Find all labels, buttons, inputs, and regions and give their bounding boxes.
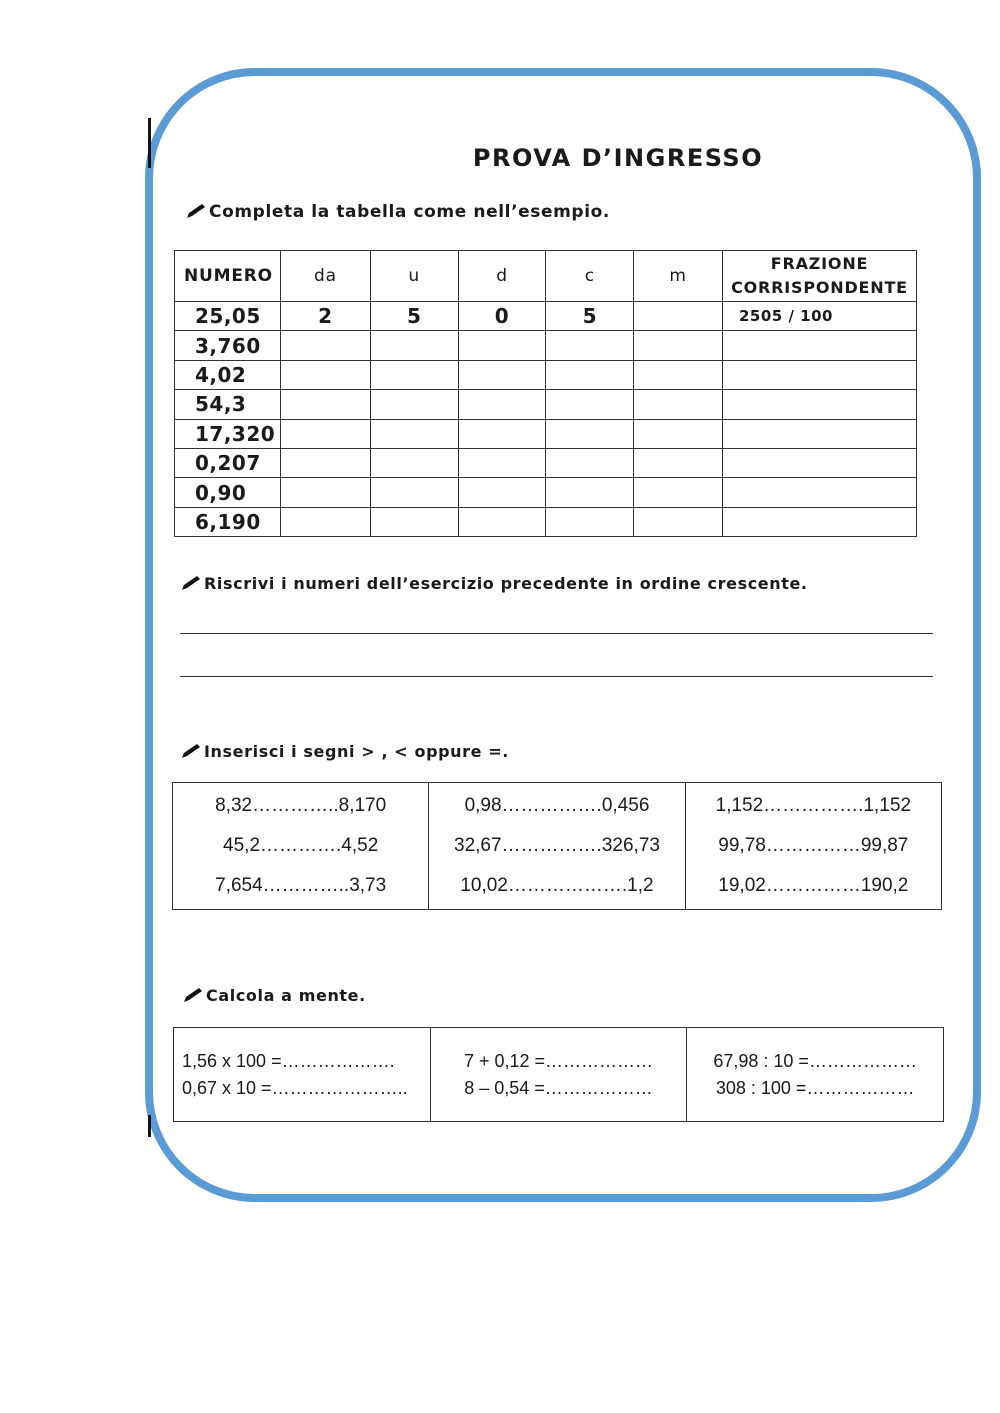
cell-m[interactable] — [634, 478, 723, 507]
cell-u[interactable]: 5 — [370, 302, 458, 331]
cell-numero: 25,05 — [175, 302, 281, 331]
cell-m[interactable] — [634, 302, 723, 331]
table-row — [175, 419, 917, 448]
mental-math-table — [173, 1027, 944, 1122]
cell-frazione[interactable]: 2505 / 100 — [722, 302, 916, 331]
table-row — [175, 360, 917, 389]
cell-u[interactable] — [370, 331, 458, 360]
cell-m[interactable] — [634, 448, 723, 477]
cell-frazione[interactable] — [722, 331, 916, 360]
header-d: d — [458, 251, 546, 302]
cell-u[interactable] — [370, 448, 458, 477]
header-da: da — [280, 251, 370, 302]
header-u: u — [370, 251, 458, 302]
instruction-text: Calcola a mente. — [206, 986, 366, 1005]
cell-da[interactable] — [280, 478, 370, 507]
instruction-rewrite-ascending — [180, 574, 808, 593]
cell-c[interactable] — [546, 419, 634, 448]
comparison-table — [172, 782, 942, 910]
cell-u[interactable] — [370, 478, 458, 507]
cell-m[interactable] — [634, 419, 723, 448]
answer-line[interactable] — [180, 676, 933, 677]
cell-da[interactable]: 2 — [280, 302, 370, 331]
pencil-icon — [180, 575, 202, 591]
math-item[interactable]: 67,98 : 10 =……………… — [713, 1050, 917, 1071]
table-row — [175, 507, 917, 536]
answer-line[interactable] — [180, 633, 933, 634]
cell-d[interactable] — [458, 331, 546, 360]
math-column — [687, 1028, 944, 1122]
cell-numero: 4,02 — [175, 360, 281, 389]
header-frazione-line2: CORRISPONDENTE — [731, 278, 908, 297]
cell-numero: 6,190 — [175, 507, 281, 536]
page-title: PROVA D’INGRESSO — [472, 144, 764, 172]
table-row — [175, 448, 917, 477]
cell-frazione[interactable] — [722, 360, 916, 389]
header-c: c — [546, 251, 634, 302]
cell-u[interactable] — [370, 360, 458, 389]
instruction-text: Inserisci i segni > , < oppure =. — [204, 742, 509, 761]
math-item[interactable]: 1,56 x 100 =………………. — [182, 1050, 395, 1071]
cell-da[interactable] — [280, 507, 370, 536]
cell-frazione[interactable] — [722, 390, 916, 419]
cell-c[interactable] — [546, 478, 634, 507]
cell-u[interactable] — [370, 390, 458, 419]
cell-d[interactable] — [458, 360, 546, 389]
comparison-item[interactable]: 7,654…………..3,73 — [215, 875, 387, 896]
instruction-mental-math — [182, 986, 366, 1005]
cell-d[interactable] — [458, 478, 546, 507]
math-column — [174, 1028, 431, 1122]
comparison-item[interactable]: 8,32…………..8,170 — [215, 795, 387, 816]
cell-d[interactable]: 0 — [458, 302, 546, 331]
cell-da[interactable] — [280, 360, 370, 389]
instruction-insert-signs — [180, 742, 509, 761]
cell-c[interactable]: 5 — [546, 302, 634, 331]
comparison-item[interactable]: 32,67…………….326,73 — [454, 835, 660, 856]
cell-c[interactable] — [546, 448, 634, 477]
table-row — [175, 331, 917, 360]
cell-d[interactable] — [458, 507, 546, 536]
header-m: m — [634, 251, 723, 302]
cell-m[interactable] — [634, 360, 723, 389]
cell-numero: 17,320 — [175, 419, 281, 448]
comparison-item[interactable]: 45,2………….4,52 — [223, 835, 379, 856]
header-numero: NUMERO — [175, 251, 281, 302]
cell-c[interactable] — [546, 360, 634, 389]
table-row — [175, 478, 917, 507]
cell-da[interactable] — [280, 390, 370, 419]
left-margin-mark — [148, 118, 151, 168]
comparison-item[interactable]: 99,78……………99,87 — [718, 835, 909, 856]
math-item[interactable]: 7 + 0,12 =……………… — [463, 1050, 654, 1071]
table-row — [175, 390, 917, 419]
cell-m[interactable] — [634, 331, 723, 360]
cell-m[interactable] — [634, 390, 723, 419]
math-item[interactable]: 0,67 x 10 =………………….. — [182, 1077, 408, 1098]
comparison-item[interactable]: 10,02……………….1,2 — [460, 875, 654, 896]
comparison-item[interactable]: 19,02……………190,2 — [718, 875, 909, 896]
cell-d[interactable] — [458, 448, 546, 477]
math-item[interactable]: 8 – 0,54 =……………… — [464, 1077, 653, 1098]
header-frazione-line1: FRAZIONE — [770, 254, 869, 273]
pencil-icon — [182, 987, 204, 1003]
cell-m[interactable] — [634, 507, 723, 536]
table-row — [175, 302, 917, 331]
cell-frazione[interactable] — [722, 448, 916, 477]
cell-da[interactable] — [280, 448, 370, 477]
instruction-text: Completa la tabella come nell’esempio. — [209, 202, 610, 222]
cell-numero: 0,90 — [175, 478, 281, 507]
instruction-text: Riscrivi i numeri dell’esercizio precedente in ordine crescente. — [204, 574, 808, 593]
math-column — [430, 1028, 687, 1122]
cell-u[interactable] — [370, 419, 458, 448]
cell-c[interactable] — [546, 331, 634, 360]
comparison-item[interactable]: 0,98…………….0,456 — [464, 795, 650, 816]
cell-numero: 3,760 — [175, 331, 281, 360]
cell-frazione[interactable] — [722, 507, 916, 536]
table-header-row — [175, 251, 917, 302]
place-value-table — [174, 250, 917, 537]
cell-numero: 0,207 — [175, 448, 281, 477]
cell-frazione[interactable] — [722, 419, 916, 448]
cell-da[interactable] — [280, 331, 370, 360]
comparison-column — [685, 783, 941, 910]
pencil-icon — [180, 743, 202, 759]
cell-c[interactable] — [546, 390, 634, 419]
instruction-complete-table — [185, 202, 610, 222]
pencil-icon — [185, 203, 207, 219]
comparison-column — [429, 783, 685, 910]
cell-c[interactable] — [546, 507, 634, 536]
cell-frazione[interactable] — [722, 478, 916, 507]
header-frazione — [722, 251, 916, 302]
cell-d[interactable] — [458, 419, 546, 448]
comparison-item[interactable]: 1,152…………….1,152 — [715, 795, 912, 816]
comparison-column — [173, 783, 429, 910]
cell-da[interactable] — [280, 419, 370, 448]
cell-numero: 54,3 — [175, 390, 281, 419]
cell-d[interactable] — [458, 390, 546, 419]
math-item[interactable]: 308 : 100 =……………… — [715, 1077, 915, 1098]
cell-u[interactable] — [370, 507, 458, 536]
left-margin-mark — [148, 1115, 151, 1137]
